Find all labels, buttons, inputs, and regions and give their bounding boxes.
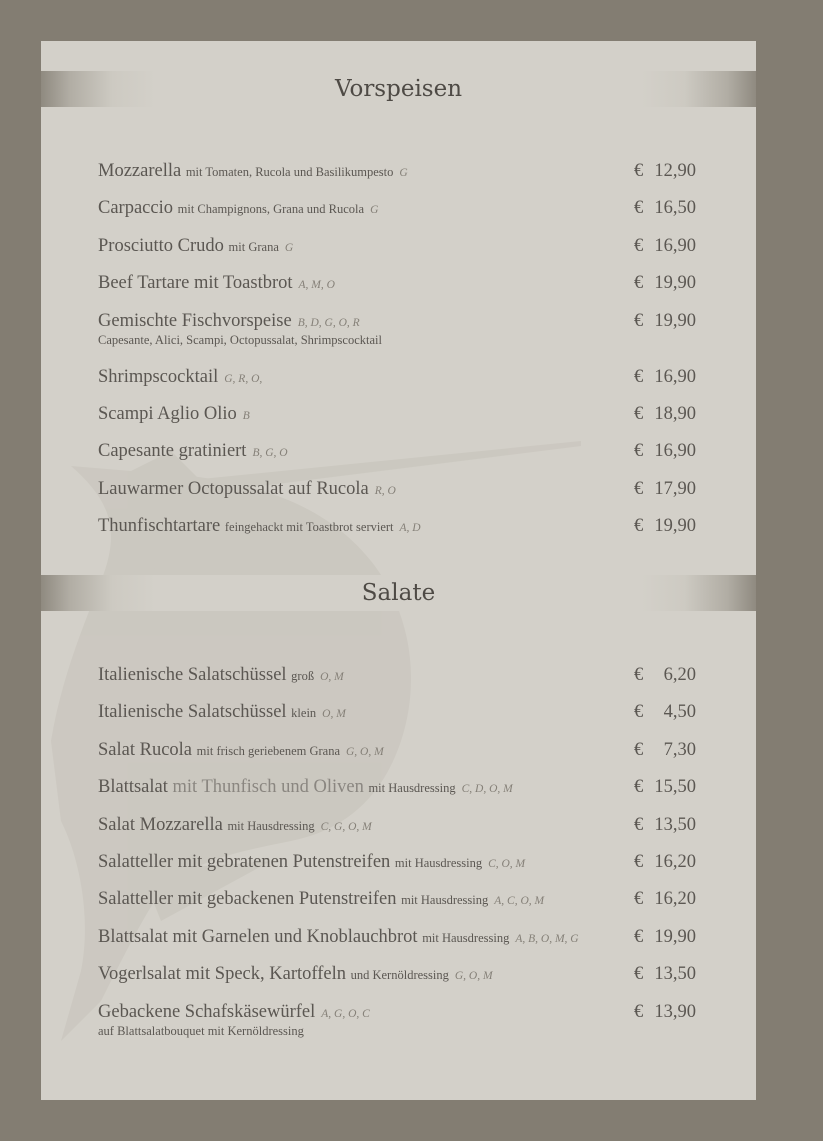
section-title: Salate [361,580,436,606]
menu-item: Beef Tartare mit Toastbrot A, M, O € 19,90 [98,273,696,294]
menu-item: Shrimpscocktail G, R, O, € 16,90 [98,366,696,387]
menu-item: Lauwarmer Octopussalat auf Rucola R, O € 17,90 [98,478,696,499]
menu-item: Salatteller mit gebratenen Putenstreifen mit Hausdressing C, O, M € 16,20 [98,851,696,872]
menu-item: Gebackene Schafskäsewürfel A, G, O, C auf Blattsalatbouquet mit Kernöldressing € 13,90 [98,1001,696,1038]
menu-item: Salat Rucola mit frisch geriebenem Grana G, O, M € 7,30 [98,739,696,760]
menu-item: Prosciutto Crudo mit Grana G € 16,90 [98,235,696,256]
menu-item: Vogerlsalat mit Speck, Kartoffeln und Kernöldressing G, O, M € 13,50 [98,964,696,985]
menu-item: Gemischte Fischvorspeise B, D, G, O, R Capesante, Alici, Scampi, Octopussalat, Shrimpscocktail € 19,90 [98,310,696,347]
section-header-salate [41,575,756,611]
menu-item: Italienische Salatschüssel groß O, M € 6,20 [98,665,696,685]
menu-item: Blattsalat mit Thunfisch und Oliven mit Hausdressing C, D, O, M € 15,50 [98,777,696,798]
menu-item: Scampi Aglio Olio B € 18,90 [98,403,696,424]
section-header-vorspeisen [41,71,756,107]
vorspeisen-list [98,161,698,554]
salate-list [98,665,698,1058]
menu-item: Capesante gratiniert B, G, O € 16,90 [98,441,696,462]
menu-page [41,41,756,1100]
menu-item: Carpaccio mit Champignons, Grana und Rucola G € 16,50 [98,198,696,219]
menu-item: Salatteller mit gebackenen Putenstreifen mit Hausdressing A, C, O, M € 16,20 [98,889,696,910]
menu-item: Thunfischtartare feingehackt mit Toastbrot serviert A, D € 19,90 [98,516,696,537]
menu-item: Mozzarella mit Tomaten, Rucola und Basilikumpesto G € 12,90 [98,161,696,181]
menu-item: Italienische Salatschüssel klein O, M € 4,50 [98,702,696,723]
menu-item: Blattsalat mit Garnelen und Knoblauchbrot mit Hausdressing A, B, O, M, G € 19,90 [98,926,696,947]
section-title: Vorspeisen [334,76,463,102]
menu-item: Salat Mozzarella mit Hausdressing C, G, O, M € 13,50 [98,814,696,835]
